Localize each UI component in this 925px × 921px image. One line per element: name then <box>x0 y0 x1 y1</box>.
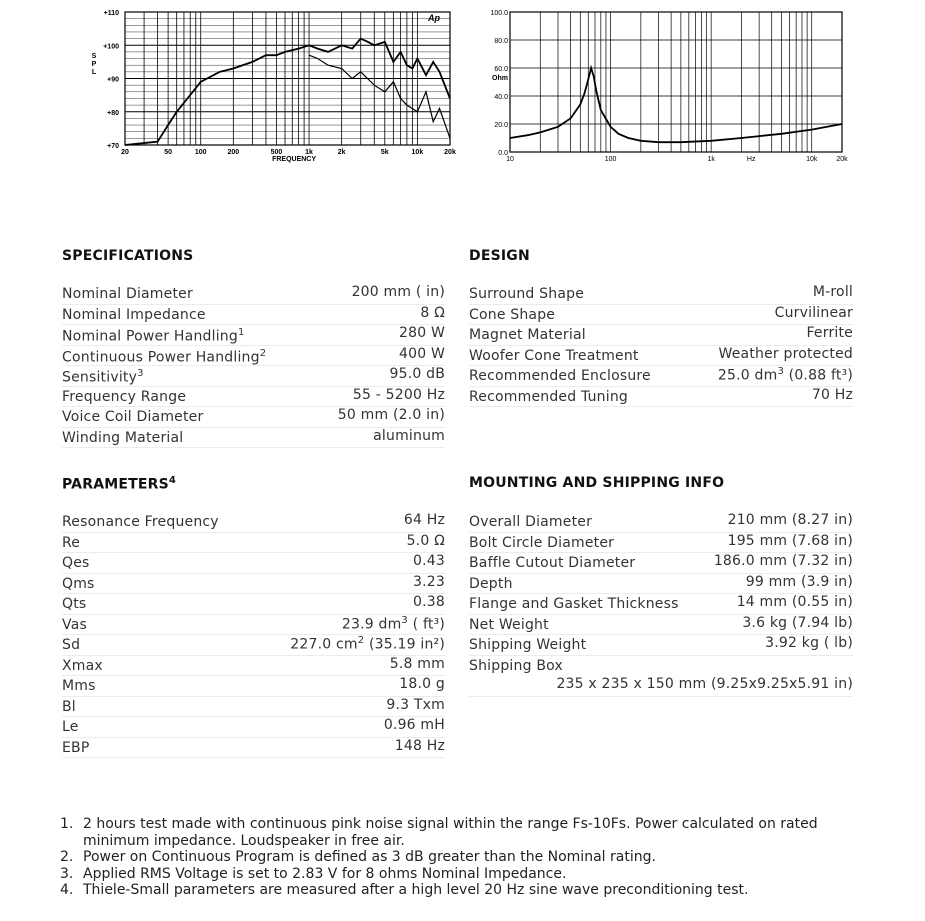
x-tick-label: 500 <box>270 149 283 156</box>
row-value: 55 - 5200 Hz <box>352 386 445 403</box>
y-tick-label: +100 <box>103 43 119 51</box>
y-tick-label: 0.0 <box>498 150 508 157</box>
x-tick-label: 50 <box>164 149 173 156</box>
row-label: Shipping Box <box>469 657 563 674</box>
row-label: Qms <box>62 575 95 592</box>
table-row <box>469 594 853 615</box>
row-label: Net Weight <box>469 616 549 633</box>
row-label: Qes <box>62 555 90 571</box>
row-value: 0.43 <box>413 553 445 569</box>
table-row <box>62 594 445 615</box>
row-value: 210 mm (8.27 in) <box>727 512 853 528</box>
x-tick-label: 10k <box>806 156 818 163</box>
table-row <box>62 325 445 346</box>
table-row <box>469 325 853 346</box>
y-tick-label: +80 <box>107 109 119 117</box>
row-label: Shipping Weight <box>469 637 587 653</box>
table-row <box>469 305 853 326</box>
series-line <box>309 55 450 138</box>
y-tick-label: 60.0 <box>494 66 508 73</box>
row-value: 5.8 mm <box>389 655 445 672</box>
row-value: 23.9 $dm^3$ ( ft³) <box>341 614 445 633</box>
row-value: 186.0 mm (7.32 in) <box>713 553 853 569</box>
row-label: Overall Diameter <box>469 514 593 530</box>
table-row <box>62 284 445 305</box>
mounting-table <box>469 512 853 697</box>
table-row <box>62 553 445 574</box>
row-label: Bolt Circle Diameter <box>469 534 615 551</box>
row-label: Woofer Cone Treatment <box>469 347 639 364</box>
row-label: Xmax <box>62 657 103 674</box>
table-row <box>469 387 853 408</box>
x-tick-label: 100 <box>604 156 617 163</box>
specifications-heading: SPECIFICATIONS <box>62 248 194 264</box>
table-row <box>62 676 445 697</box>
y-axis-label: L <box>91 69 97 76</box>
row-value: 148 Hz <box>394 737 445 754</box>
row-value: 5.0 Ω <box>406 532 445 549</box>
table-row <box>62 738 445 759</box>
table-row <box>62 428 445 449</box>
x-tick-label: 20 <box>121 149 129 156</box>
footnote-item: 2. Power on Continuous Program is defined as 3 dB greater than the Nominal rating. <box>60 849 656 865</box>
table-row <box>62 656 445 677</box>
row-label: Sd <box>62 637 81 653</box>
table-row <box>62 407 445 428</box>
parameters-table <box>62 512 445 758</box>
x-tick-label: 20k <box>836 156 848 163</box>
row-label: Mms <box>62 678 96 694</box>
row-value: 50 mm (2.0 in) <box>337 407 445 423</box>
series-line <box>510 68 842 142</box>
row-value: Curvilinear <box>774 304 853 321</box>
row-label: Voice Coil Diameter <box>62 409 204 425</box>
row-label: Winding Material <box>62 429 184 446</box>
row-label: Nominal Diameter <box>62 286 193 302</box>
table-row <box>469 533 853 554</box>
row-value: Weather protected <box>718 345 853 362</box>
y-tick-label: 20.0 <box>494 122 508 129</box>
table-row <box>62 615 445 636</box>
table-row <box>469 656 853 697</box>
table-row <box>469 512 853 533</box>
row-value: 280 W <box>398 325 445 341</box>
y-tick-label: +90 <box>107 76 119 84</box>
footnote-item: 4. Thiele-Small parameters are measured after a high level 20 Hz sine wave preconditioning test. <box>60 882 749 898</box>
x-tick-label: Hz <box>746 156 756 163</box>
mounting-heading: MOUNTING AND SHIPPING INFO <box>469 475 725 491</box>
row-label: Re <box>62 534 81 551</box>
x-tick-label: 2k <box>337 149 346 156</box>
row-value: Ferrite <box>806 325 853 341</box>
plot-frame <box>510 12 842 152</box>
row-label: Nominal Impedance <box>62 306 206 323</box>
x-axis-label: FREQUENCY <box>272 156 317 163</box>
row-value: 0.96 mH <box>383 717 445 733</box>
row-value: 235 x 235 x 150 mm (9.25x9.25x5.91 in) <box>556 675 853 692</box>
table-row <box>469 366 853 387</box>
row-value: 3.92 kg ( lb) <box>765 635 853 651</box>
table-row <box>469 553 853 574</box>
x-tick-label: 1k <box>305 149 313 156</box>
table-row <box>62 366 445 387</box>
row-value: 8 Ω <box>420 304 445 321</box>
table-row <box>62 346 445 367</box>
row-label: Vas <box>62 616 87 633</box>
row-value: 70 Hz <box>811 386 853 403</box>
row-label: EBP <box>62 739 90 756</box>
row-label: Baffle Cutout Diameter <box>469 555 636 571</box>
table-row <box>62 533 445 554</box>
y-tick-label: 40.0 <box>494 94 508 101</box>
row-label: Cone Shape <box>469 306 556 323</box>
footnote-item: 1. 2 hours test made with continuous pink noise signal within the range Fs-10Fs. Power calculated on rated minimum impedance. Loudspeaker in free air. <box>60 816 818 849</box>
row-value: M-roll <box>812 284 853 300</box>
footnotes-list <box>60 816 860 899</box>
table-row <box>469 615 853 636</box>
row-value: 9.3 Txm <box>386 696 445 713</box>
table-row <box>469 635 853 656</box>
row-label: Le <box>62 719 79 735</box>
row-label: Recommended Enclosure <box>469 368 651 384</box>
x-tick-label: 10k <box>411 149 424 156</box>
table-row <box>62 305 445 326</box>
row-value: 195 mm (7.68 in) <box>727 532 853 549</box>
row-value: 14 mm (0.55 in) <box>736 594 853 610</box>
parameters-heading: PARAMETERS$^4$ <box>62 475 177 493</box>
impedance-chart <box>480 0 850 172</box>
design-heading: DESIGN <box>469 248 530 264</box>
row-label: Bl <box>62 698 76 715</box>
table-row <box>469 284 853 305</box>
table-row <box>469 574 853 595</box>
y-axis-label: S <box>91 53 97 60</box>
row-label: Frequency Range <box>62 388 187 405</box>
ap-logo: Ap <box>428 13 440 23</box>
row-value: 18.0 g <box>399 676 445 692</box>
table-row <box>62 635 445 656</box>
row-label: Nominal Power Handling$^1$ <box>62 327 245 345</box>
table-row <box>469 346 853 367</box>
design-table <box>469 284 853 407</box>
x-tick-label: 100 <box>194 149 207 156</box>
row-value: 227.0 $cm^2$ (35.19 in²) <box>290 635 445 653</box>
row-label: Recommended Tuning <box>469 388 628 405</box>
row-value: 200 mm ( in) <box>351 284 445 300</box>
footnote-item: 3. Applied RMS Voltage is set to 2.83 V for 8 ohms Nominal Impedance. <box>60 865 567 882</box>
table-row <box>62 697 445 718</box>
y-axis-label: P <box>91 61 97 68</box>
y-tick-label: +70 <box>107 143 119 150</box>
row-value: 3.6 kg (7.94 lb) <box>742 614 853 631</box>
spl-frequency-response-chart <box>80 0 460 172</box>
row-value: 25.0 $dm^3$ (0.88 ft³) <box>717 366 853 384</box>
x-tick-label: 20k <box>444 149 456 156</box>
row-label: Qts <box>62 596 87 612</box>
y-tick-label: 100.0 <box>490 10 508 17</box>
table-row <box>62 512 445 533</box>
row-value: 64 Hz <box>403 512 445 528</box>
row-label: Surround Shape <box>469 286 585 302</box>
row-value: 99 mm (3.9 in) <box>745 573 853 590</box>
x-tick-label: 10 <box>506 156 514 163</box>
row-value: aluminum <box>373 427 445 444</box>
x-tick-label: 200 <box>227 149 240 156</box>
table-row <box>62 387 445 408</box>
row-value: 400 W <box>398 345 445 362</box>
row-label: Continuous Power Handling$^2$ <box>62 347 267 366</box>
row-value: 0.38 <box>413 594 445 610</box>
y-tick-label: +110 <box>103 10 119 17</box>
row-value: 3.23 <box>413 573 445 590</box>
row-label: Sensitivity$^3$ <box>62 368 144 386</box>
x-tick-label: 1k <box>707 156 715 163</box>
specifications-table <box>62 284 445 448</box>
row-label: Depth <box>469 575 513 592</box>
y-axis-label: Ohm <box>492 75 508 82</box>
row-label: Flange and Gasket Thickness <box>469 596 679 612</box>
y-tick-label: 80.0 <box>494 38 508 45</box>
table-row <box>62 574 445 595</box>
row-value: 95.0 dB <box>389 366 445 382</box>
table-row <box>62 717 445 738</box>
row-label: Resonance Frequency <box>62 514 219 530</box>
x-tick-label: 5k <box>380 149 389 156</box>
row-label: Magnet Material <box>469 327 586 343</box>
